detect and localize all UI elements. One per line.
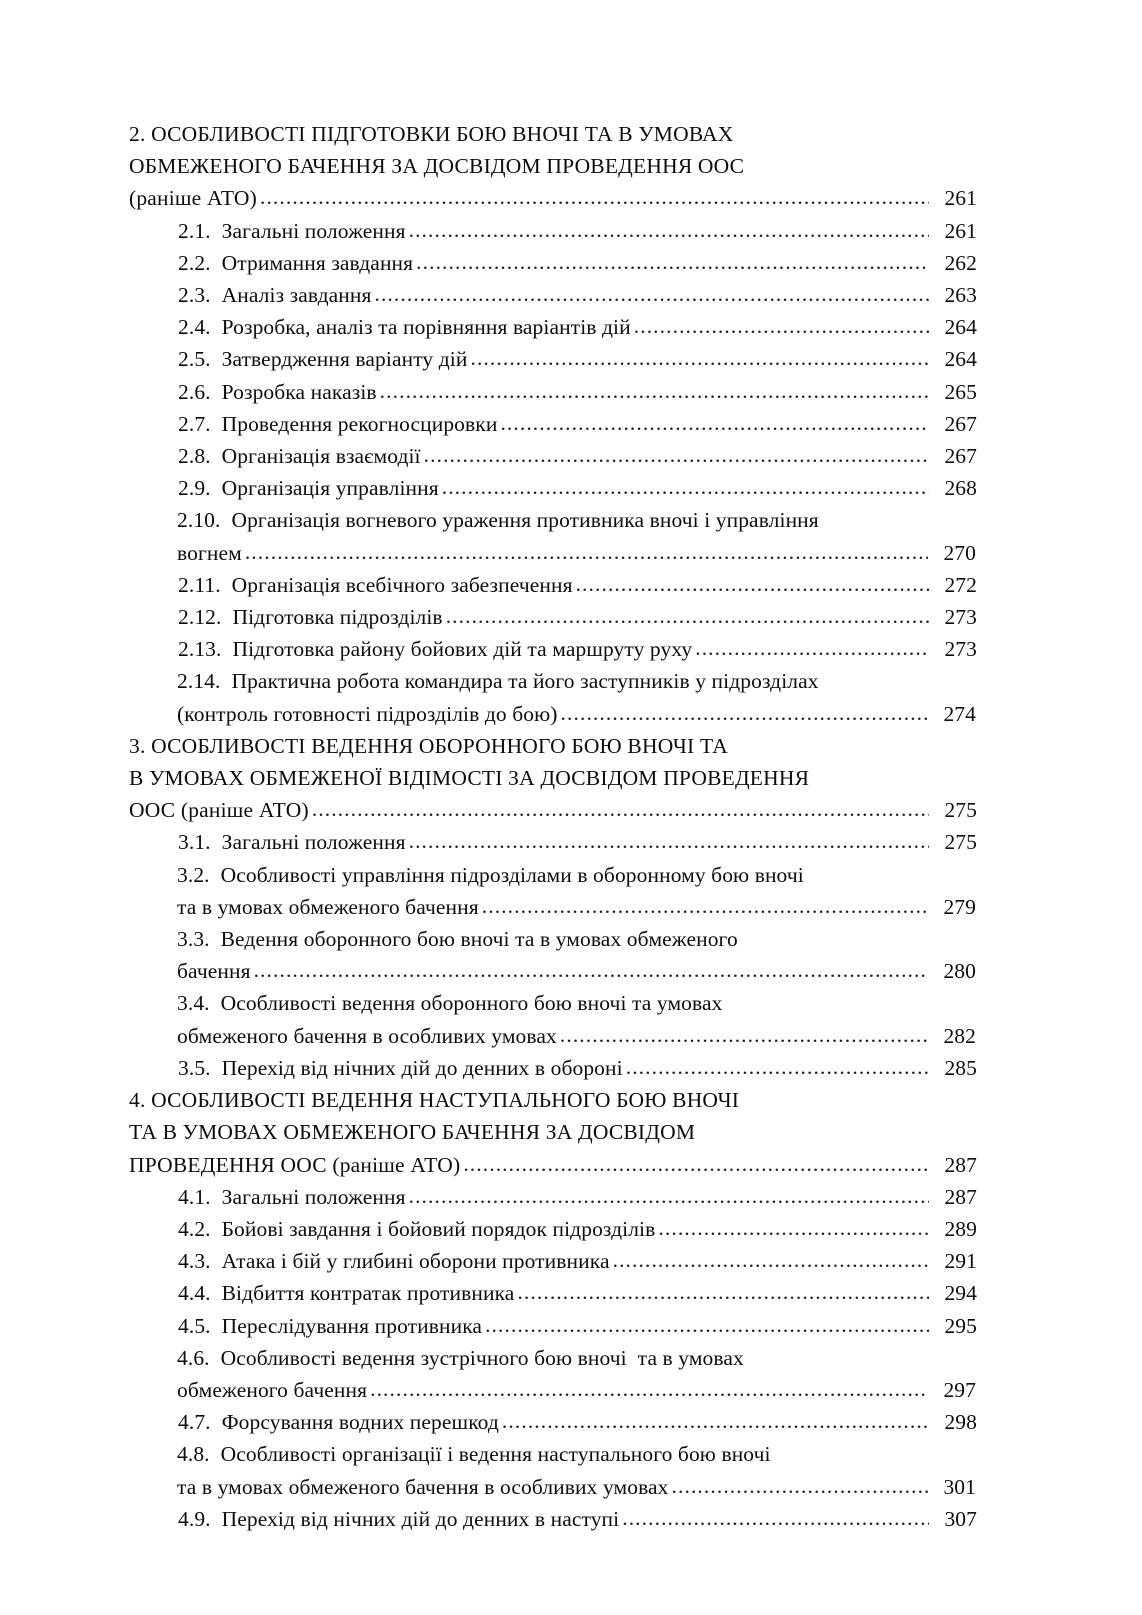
toc-entry-row: [178, 569, 977, 601]
toc-entry-row: [178, 1406, 977, 1438]
toc-entry-row: [178, 1503, 977, 1535]
toc-leader-dots: [622, 1502, 929, 1534]
toc-entry-title: 2.1. Загальні положення: [178, 218, 406, 243]
toc-entry[interactable]: [129, 504, 977, 568]
toc-leader-dots: [312, 793, 929, 825]
toc-leader-dots: [634, 310, 929, 342]
toc-page-number: 270: [943, 540, 976, 565]
toc-entry-title: бачення: [177, 959, 251, 984]
toc-page-number: 275: [944, 798, 977, 823]
toc-entry-row: [178, 601, 977, 633]
toc-entry[interactable]: [129, 1310, 977, 1342]
toc-leader-dots: [409, 214, 929, 246]
toc-entry[interactable]: [129, 859, 977, 923]
toc-entry-line: 2.14. Практична робота командира та його заступників у підрозділах: [177, 669, 819, 694]
toc-entry[interactable]: [129, 633, 977, 665]
toc-entry-row: [178, 1181, 977, 1213]
toc-leader-dots: [658, 1212, 929, 1244]
toc-entry-title: 2.5. Затвердження варіанту дій: [178, 347, 468, 372]
toc-entry-title: 2.12. Підготовка підрозділів: [178, 605, 443, 630]
toc-page-number: 265: [944, 379, 977, 404]
toc-page-number: 267: [944, 444, 977, 469]
toc-entry-title: 4.9. Перехід від нічних дій до денних в наступі: [178, 1506, 620, 1531]
toc-entry-title: та в умовах обмеженого бачення в особливих умовах: [177, 1474, 669, 1499]
toc-entry[interactable]: [129, 601, 977, 633]
toc-entry-row: [178, 826, 977, 858]
toc-page-number: 268: [944, 476, 977, 501]
toc-entry[interactable]: [129, 1245, 977, 1277]
toc-entry-row: [129, 1149, 977, 1181]
toc-leader-dots: [517, 1276, 929, 1308]
toc-page-number: 291: [944, 1249, 977, 1274]
toc-entry[interactable]: [129, 1438, 977, 1502]
toc-entry-row: [178, 472, 977, 504]
toc-entry-row: [178, 408, 977, 440]
toc-page-number: 261: [944, 186, 977, 211]
toc-entry-row: [178, 247, 977, 279]
toc-page-number: 301: [943, 1474, 976, 1499]
toc-page-number: 295: [944, 1313, 977, 1338]
toc-entry-row: [178, 279, 977, 311]
toc-entry-row: [178, 1277, 977, 1309]
toc-entry-title: 2.6. Розробка наказів: [178, 379, 377, 404]
toc-entry-title: 2.11. Організація всебічного забезпечення: [178, 572, 573, 597]
toc-leader-dots: [502, 1405, 929, 1437]
toc-entry-row: [177, 1471, 976, 1503]
toc-entry-line: 3.4. Особливості ведення оборонного бою вночі та умовах: [177, 991, 723, 1016]
toc-leader-dots: [576, 568, 929, 600]
toc-entry-title: (контроль готовності підрозділів до бою): [177, 701, 558, 726]
toc-entry-title: ООС (раніше АТО): [129, 798, 309, 823]
toc-leader-dots: [245, 536, 928, 568]
toc-entry-row: [178, 343, 977, 375]
toc-leader-dots: [672, 1470, 928, 1502]
toc-page-number: 280: [943, 959, 976, 984]
toc-entry-row: [178, 215, 977, 247]
toc-leader-dots: [463, 1148, 929, 1180]
toc-entry[interactable]: [129, 472, 977, 504]
toc-entry-title: 2.8. Організація взаємодії: [178, 444, 421, 469]
toc-leader-dots: [374, 278, 929, 310]
toc-entry[interactable]: [129, 569, 977, 601]
toc-entry-line: 3.2. Особливості управління підрозділами в оборонному бою вночі: [177, 862, 804, 887]
toc-entry-title: (раніше АТО): [129, 186, 257, 211]
toc-entry[interactable]: [129, 987, 977, 1051]
toc-entry[interactable]: [129, 279, 977, 311]
toc-entry-title: 2.9. Організація управління: [178, 476, 439, 501]
toc-page-number: 262: [944, 250, 977, 275]
toc-leader-dots: [561, 697, 928, 729]
toc-entry-title: вогнем: [177, 540, 242, 565]
toc-entry-title: 4.7. Форсування водних перешкод: [178, 1410, 499, 1435]
toc-entry-title: 4.4. Відбиття контратак противника: [178, 1281, 515, 1306]
toc-entry-line: 2.10. Організація вогневого ураження противника вночі і управління: [177, 508, 819, 533]
toc-leader-dots: [409, 825, 929, 857]
toc-entry[interactable]: [129, 343, 977, 375]
toc-entry-row: [129, 182, 977, 214]
toc-leader-dots: [613, 1244, 929, 1276]
toc-entry-title: 4.3. Атака і бій у глибині оборони противника: [178, 1249, 610, 1274]
toc-entry[interactable]: [129, 923, 977, 987]
toc-entry[interactable]: [129, 408, 977, 440]
toc-entry-line: ОБМЕЖЕНОГО БАЧЕННЯ ЗА ДОСВІДОМ ПРОВЕДЕННЯ ООС: [129, 154, 745, 179]
toc-leader-dots: [485, 1309, 929, 1341]
toc-leader-dots: [500, 407, 929, 439]
toc-entry-title: обмеженого бачення: [177, 1377, 368, 1402]
toc-page-number: 264: [944, 347, 977, 372]
toc-entry-title: 3.1. Загальні положення: [178, 830, 406, 855]
toc-entry-row: [178, 1310, 977, 1342]
toc-leader-dots: [380, 375, 929, 407]
toc-entry-row: [178, 311, 977, 343]
toc-entry-title: 4.2. Бойові завдання і бойовий порядок підрозділів: [178, 1216, 656, 1241]
toc-page-number: 279: [943, 894, 976, 919]
toc-entry-title: 2.7. Проведення рекогносцировки: [178, 411, 498, 436]
toc-page-number: 273: [944, 637, 977, 662]
toc-entry-line: ТА В УМОВАХ ОБМЕЖЕНОГО БАЧЕННЯ ЗА ДОСВІДОМ: [129, 1120, 696, 1145]
toc-entry-title: 2.2. Отримання завдання: [178, 250, 414, 275]
toc-entry-title: 4.5. Переслідування противника: [178, 1313, 483, 1338]
toc-leader-dots: [442, 471, 929, 503]
toc-entry[interactable]: [129, 311, 977, 343]
toc-page-number: 274: [943, 701, 976, 726]
toc-entry-line: 3. ОСОБЛИВОСТІ ВЕДЕННЯ ОБОРОННОГО БОЮ ВНОЧІ ТА: [129, 733, 728, 758]
toc-entry-row: [178, 633, 977, 665]
toc-entry[interactable]: [129, 1052, 977, 1084]
toc-leader-dots: [416, 246, 929, 278]
toc-entry-row: [177, 891, 976, 923]
toc-page-number: 275: [944, 830, 977, 855]
toc-entry[interactable]: [129, 247, 977, 279]
toc-entry-line: 3.3. Ведення оборонного бою вночі та в умовах обмеженого: [177, 927, 738, 952]
toc-page-number: 273: [944, 605, 977, 630]
toc-leader-dots: [254, 954, 928, 986]
toc-entry[interactable]: [129, 1406, 977, 1438]
toc-entry-title: ПРОВЕДЕННЯ ООС (раніше АТО): [129, 1152, 461, 1177]
toc-entry[interactable]: [129, 1342, 977, 1406]
toc-entry[interactable]: [129, 1181, 977, 1213]
toc-entry[interactable]: [129, 215, 977, 247]
toc-entry-line: 4.8. Особливості організації і ведення наступального бою вночі: [177, 1442, 771, 1467]
toc-entry-line: 4.6. Особливості ведення зустрічного бою вночі та в умовах: [177, 1345, 744, 1370]
toc-entry[interactable]: [129, 440, 977, 472]
toc-leader-dots: [626, 1051, 929, 1083]
toc-entry-title: 2.13. Підготовка району бойових дій та маршруту руху: [178, 637, 693, 662]
toc-entry[interactable]: [129, 730, 977, 827]
toc-page-number: 287: [944, 1184, 977, 1209]
toc-entry-list: [129, 118, 977, 1535]
toc-entry[interactable]: [129, 1213, 977, 1245]
toc-page-number: 297: [943, 1377, 976, 1402]
toc-leader-dots: [409, 1180, 929, 1212]
toc-page-number: 307: [944, 1506, 977, 1531]
toc-entry[interactable]: [129, 1084, 977, 1181]
toc-leader-dots: [560, 1019, 928, 1051]
toc-entry-row: [177, 1374, 976, 1406]
toc-entry-row: [177, 1020, 976, 1052]
toc-entry-row: [178, 376, 977, 408]
toc-entry-title: 2.4. Розробка, аналіз та порівняння варіантів дій: [178, 315, 631, 340]
toc-leader-dots: [446, 600, 929, 632]
toc-entry-row: [178, 1052, 977, 1084]
toc-page-number: 261: [944, 218, 977, 243]
toc-entry[interactable]: [129, 665, 977, 729]
toc-page-number: 294: [944, 1281, 977, 1306]
toc-entry-title: обмеженого бачення в особливих умовах: [177, 1023, 557, 1048]
toc-page-number: 285: [944, 1055, 977, 1080]
toc-entry[interactable]: [129, 1503, 977, 1535]
toc-entry-row: [177, 955, 976, 987]
toc-page-number: 289: [944, 1216, 977, 1241]
toc-leader-dots: [470, 342, 929, 374]
toc-leader-dots: [370, 1373, 928, 1405]
toc-entry-row: [177, 537, 976, 569]
toc-page-number: 298: [944, 1410, 977, 1435]
toc-entry-title: та в умовах обмеженого бачення: [177, 894, 479, 919]
toc-leader-dots: [695, 632, 929, 664]
toc-leader-dots: [482, 890, 928, 922]
toc-entry-row: [178, 440, 977, 472]
toc-leader-dots: [260, 181, 929, 213]
toc-entry-row: [129, 794, 977, 826]
toc-entry-line: 4. ОСОБЛИВОСТІ ВЕДЕННЯ НАСТУПАЛЬНОГО БОЮ ВНОЧІ: [129, 1088, 740, 1113]
toc-page-number: 287: [944, 1152, 977, 1177]
toc-page-number: 267: [944, 411, 977, 436]
toc-entry-row: [177, 698, 976, 730]
toc-entry-row: [178, 1245, 977, 1277]
toc-page-number: 264: [944, 315, 977, 340]
toc-entry[interactable]: [129, 118, 977, 215]
toc-leader-dots: [424, 439, 929, 471]
toc-page-number: 282: [943, 1023, 976, 1048]
toc-entry[interactable]: [129, 376, 977, 408]
toc-entry-line: 2. ОСОБЛИВОСТІ ПІДГОТОВКИ БОЮ ВНОЧІ ТА В УМОВАХ: [129, 122, 734, 146]
toc-entry[interactable]: [129, 826, 977, 858]
toc-entry-title: 4.1. Загальні положення: [178, 1184, 406, 1209]
toc-entry-row: [178, 1213, 977, 1245]
toc-entry-line: В УМОВАХ ОБМЕЖЕНОЇ ВІДІМОСТІ ЗА ДОСВІДОМ ПРОВЕДЕННЯ: [129, 766, 810, 791]
toc-page-number: 272: [944, 572, 977, 597]
toc-entry-title: 3.5. Перехід від нічних дій до денних в обороні: [178, 1055, 623, 1080]
toc-entry-title: 2.3. Аналіз завдання: [178, 283, 372, 308]
toc-page-number: 263: [944, 283, 977, 308]
toc-entry[interactable]: [129, 1277, 977, 1309]
